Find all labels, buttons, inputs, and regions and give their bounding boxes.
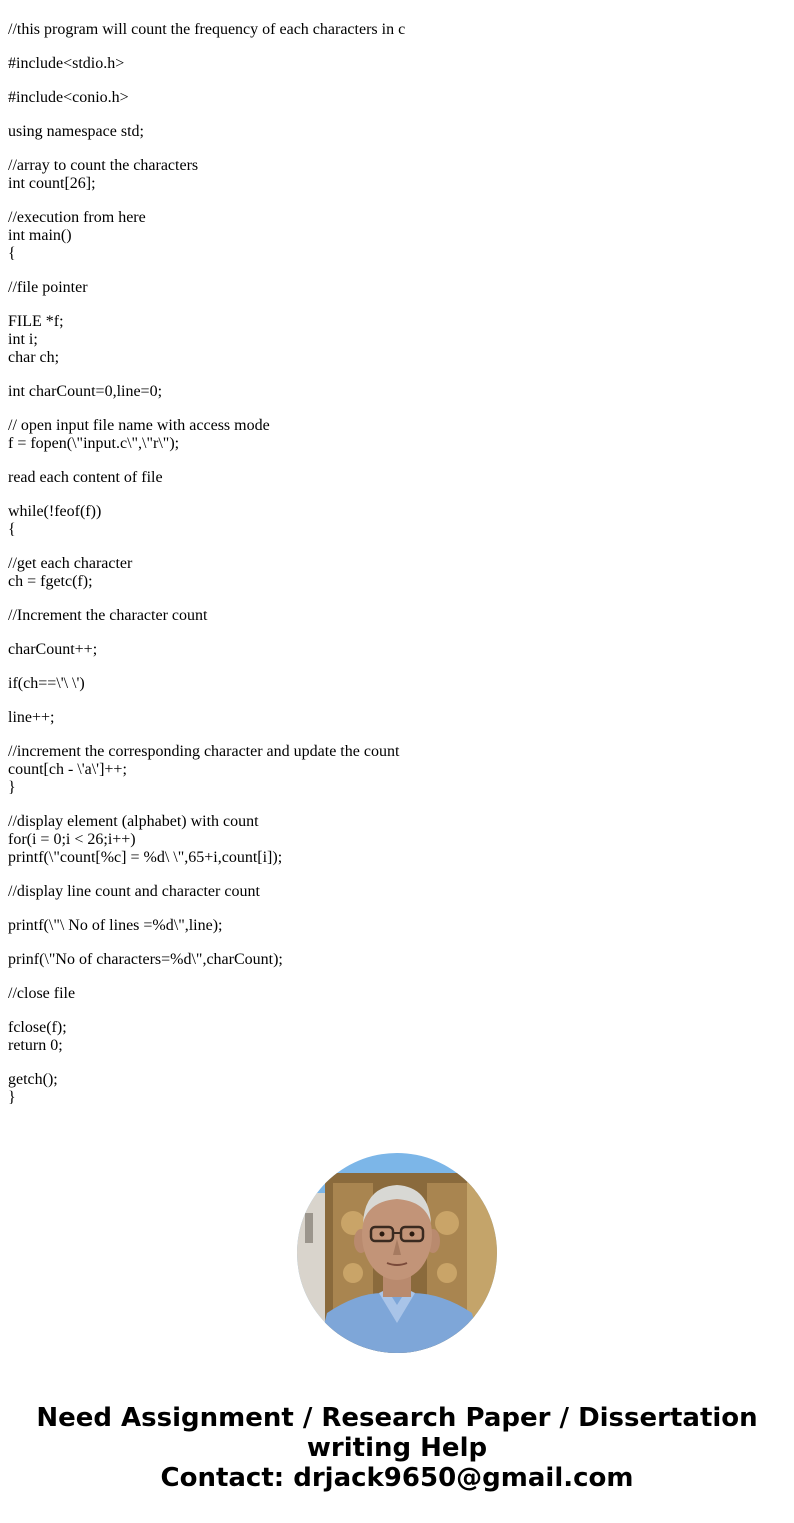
code-listing	[8, 21, 788, 1123]
code-paragraph	[8, 883, 788, 901]
code-line: {	[8, 245, 16, 262]
code-line: {	[8, 521, 16, 538]
code-paragraph	[8, 503, 788, 539]
promo-line-1: Need Assignment / Research Paper / Dissertation	[36, 1403, 758, 1433]
code-paragraph	[8, 917, 788, 935]
code-paragraph	[8, 279, 788, 297]
code-line: for(i = 0;i < 26;i++)	[8, 831, 136, 848]
code-line: // open input file name with access mode	[8, 417, 270, 434]
code-line: line++;	[8, 709, 55, 726]
code-line: printf(\"\ No of lines =%d\",line);	[8, 917, 223, 934]
code-line: while(!feof(f))	[8, 503, 102, 520]
code-paragraph	[8, 555, 788, 591]
code-line: FILE *f;	[8, 313, 64, 330]
code-line: int charCount=0,line=0;	[8, 383, 163, 400]
code-line: int count[26];	[8, 175, 96, 192]
code-paragraph	[8, 743, 788, 797]
author-avatar	[297, 1153, 497, 1353]
code-paragraph	[8, 985, 788, 1003]
code-line: f = fopen(\"input.c\",\"r\");	[8, 435, 180, 452]
person-portrait-icon	[297, 1153, 497, 1353]
code-paragraph	[8, 21, 788, 39]
code-paragraph	[8, 675, 788, 693]
code-line: //Increment the character count	[8, 607, 208, 624]
code-line: printf(\"count[%c] = %d\ \",65+i,count[i]);	[8, 849, 283, 866]
code-line: int main()	[8, 227, 72, 244]
code-line: char ch;	[8, 349, 60, 366]
code-line: prinf(\"No of characters=%d\",charCount);	[8, 951, 283, 968]
code-line: //this program will count the frequency of each characters in c	[8, 21, 406, 38]
code-line: fclose(f);	[8, 1019, 67, 1036]
code-paragraph	[8, 209, 788, 263]
code-paragraph	[8, 383, 788, 401]
code-paragraph	[8, 417, 788, 453]
code-line: #include<stdio.h>	[8, 55, 125, 72]
code-line: int i;	[8, 331, 38, 348]
code-line: //array to count the characters	[8, 157, 199, 174]
code-line: ch = fgetc(f);	[8, 573, 93, 590]
code-line: //close file	[8, 985, 76, 1002]
code-paragraph	[8, 641, 788, 659]
code-paragraph	[8, 123, 788, 141]
code-line: //display line count and character count	[8, 883, 260, 900]
code-paragraph	[8, 1019, 788, 1055]
code-paragraph	[8, 89, 788, 107]
code-line: //increment the corresponding character and update the count	[8, 743, 400, 760]
code-paragraph	[8, 951, 788, 969]
code-paragraph	[8, 55, 788, 73]
code-paragraph	[8, 469, 788, 487]
code-line: //display element (alphabet) with count	[8, 813, 259, 830]
promo-contact: Contact: drjack9650@gmail.com	[160, 1463, 634, 1493]
code-paragraph	[8, 709, 788, 727]
promo-line-2: writing Help	[306, 1433, 488, 1463]
code-line: //get each character	[8, 555, 133, 572]
code-line: if(ch==\'\ \')	[8, 675, 85, 692]
code-line: return 0;	[8, 1037, 63, 1054]
code-line: getch();	[8, 1071, 58, 1088]
code-line: read each content of file	[8, 469, 163, 486]
code-line: count[ch - \'a\']++;	[8, 761, 127, 778]
code-paragraph	[8, 1071, 788, 1107]
code-line: #include<conio.h>	[8, 89, 129, 106]
code-line: using namespace std;	[8, 123, 144, 140]
code-line: //execution from here	[8, 209, 146, 226]
promo-banner	[0, 1403, 794, 1493]
code-paragraph	[8, 607, 788, 625]
code-line: charCount++;	[8, 641, 98, 658]
code-paragraph	[8, 813, 788, 867]
code-paragraph	[8, 313, 788, 367]
code-line: //file pointer	[8, 279, 88, 296]
code-line: }	[8, 1089, 16, 1106]
code-paragraph	[8, 157, 788, 193]
code-line: }	[8, 779, 16, 796]
